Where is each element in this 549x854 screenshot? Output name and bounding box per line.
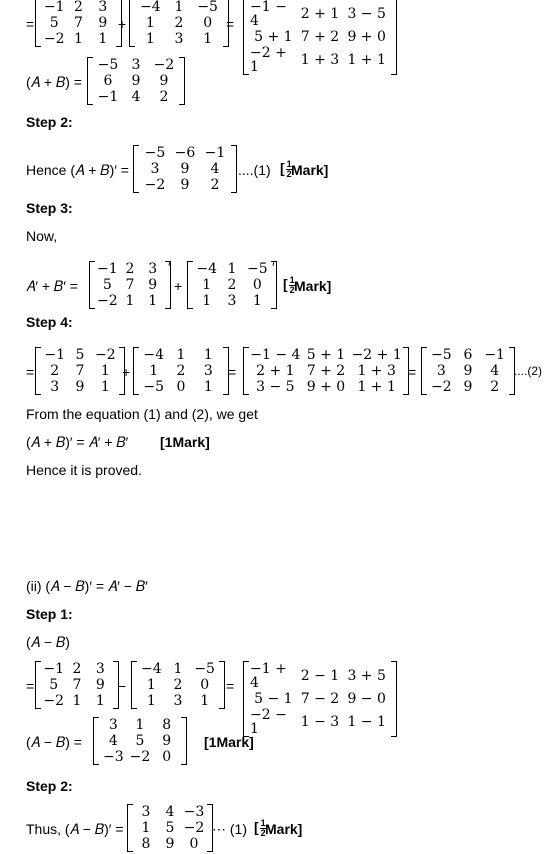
matrix-cell: 3 <box>173 693 183 709</box>
matrix-cell: 1 <box>72 693 82 709</box>
matrix-cell: 7 <box>72 677 82 693</box>
matrix-cell: 5 <box>135 733 145 749</box>
matrix-cell: 5 <box>75 347 85 363</box>
matrix-cell: −3 <box>103 749 124 765</box>
matrix-cell: 9 <box>463 379 473 395</box>
matrix-cell: 1 <box>135 717 145 733</box>
math-text: = <box>408 364 417 380</box>
matrix-cell: 0 <box>252 277 262 293</box>
matrix <box>428 348 508 394</box>
matrix <box>100 718 180 764</box>
matrix-cell: 1 <box>174 0 184 15</box>
matrix-cell: −2 <box>183 820 205 836</box>
matrix-cell: 4 <box>490 363 500 379</box>
matrix-cell: 2 <box>125 261 135 277</box>
matrix-cell: −1 <box>44 347 65 363</box>
matrix-cell: −5 <box>197 0 218 15</box>
matrix-cell: 3 <box>131 57 141 73</box>
matrix-cell: 3 <box>50 379 60 395</box>
matrix-cell: −2 <box>97 293 118 309</box>
matrix-cell: 3 <box>174 31 184 47</box>
matrix-cell: 0 <box>162 749 172 765</box>
matrix-cell: 3 <box>98 0 108 15</box>
matrix-cell: 4 <box>165 804 175 820</box>
matrix-cell: 4 <box>210 161 220 177</box>
math-text: = <box>226 678 235 694</box>
step-heading: Step 3: <box>26 200 73 216</box>
matrix-cell: 5 <box>102 277 112 293</box>
matrix-cell: 5 <box>165 820 175 836</box>
matrix-cell: 1 <box>203 347 213 363</box>
matrix-cell: 2 <box>490 379 500 395</box>
math-text: + <box>122 364 131 380</box>
matrix-cell: 2 <box>72 661 82 677</box>
matrix-cell: 5 + 1 <box>254 29 293 45</box>
transpose-mark: ′ <box>272 259 275 275</box>
math-text: 𝐴′ + 𝐵′ = <box>26 278 78 294</box>
matrix-cell: 5 + 1 <box>306 347 346 363</box>
matrix-cell: 2 <box>227 277 237 293</box>
matrix-cell: 2 <box>74 0 83 15</box>
numerator: 1 <box>286 159 292 169</box>
matrix-cell: 1 <box>98 31 108 47</box>
matrix-cell: 1 − 3 <box>300 714 340 730</box>
matrix-cell: 6 <box>103 73 113 89</box>
matrix-cell: 1 <box>252 293 262 309</box>
matrix <box>138 662 218 708</box>
matrix-cell: 2 + 1 <box>300 6 340 22</box>
math-text: = <box>26 678 35 694</box>
open-bracket: [ <box>283 276 288 293</box>
matrix-cell: −5 <box>194 661 215 677</box>
math-text: (𝐴 + 𝐵)′ = 𝐴′ + 𝐵′ <box>26 434 129 450</box>
numerator: 1 <box>260 818 266 828</box>
math-text: (𝐴 − 𝐵) = <box>26 734 82 750</box>
text-line: Now, <box>26 228 58 244</box>
matrix <box>250 348 402 394</box>
matrix-cell: 5 − 1 <box>254 691 293 707</box>
matrix-cell: −1 + 4 <box>250 661 287 691</box>
matrix-cell: 2 − 1 <box>300 668 340 684</box>
matrix-cell: 2 + 1 <box>256 363 295 379</box>
matrix-cell: 0 <box>176 379 186 395</box>
matrix <box>96 262 164 308</box>
matrix-cell: −2 <box>153 57 175 73</box>
matrix-cell: −4 <box>140 0 161 15</box>
matrix-cell: 1 + 3 <box>300 52 340 68</box>
matrix-cell: 1 <box>173 661 183 677</box>
matrix-cell: 9 − 0 <box>347 691 386 707</box>
matrix-cell: −4 <box>141 661 162 677</box>
denominator: 2 <box>286 169 292 179</box>
matrix <box>140 146 230 192</box>
math-text: + <box>118 16 127 32</box>
matrix-cell: 3 + 5 <box>347 668 386 684</box>
matrix <box>136 0 222 46</box>
open-bracket: [ <box>280 160 285 177</box>
open-bracket: [ <box>254 819 259 836</box>
matrix-cell: 8 <box>141 836 151 852</box>
matrix-cell: 1 <box>176 347 186 363</box>
matrix-cell: 1 <box>227 261 237 277</box>
matrix-cell: −2 <box>129 749 151 765</box>
matrix <box>250 0 390 74</box>
matrix-cell: −1 <box>43 0 65 15</box>
matrix-cell: 3 <box>141 804 151 820</box>
matrix-cell: 4 <box>108 733 118 749</box>
matrix-cell: 0 <box>189 836 199 852</box>
matrix-cell: 9 <box>463 363 473 379</box>
matrix-cell: −2 − 1 <box>250 707 287 737</box>
matrix-cell: 1 <box>202 277 212 293</box>
matrix-cell: −1 <box>204 145 226 161</box>
matrix-cell: 7 <box>74 15 83 31</box>
matrix-cell: −6 <box>174 145 196 161</box>
matrix-cell: 1 <box>145 15 155 31</box>
mark-label: Mark] <box>291 162 329 178</box>
matrix-cell: 1 <box>146 693 156 709</box>
matrix-cell: −3 <box>183 804 205 820</box>
matrix <box>94 58 178 104</box>
matrix-cell: 9 + 0 <box>347 29 386 45</box>
numerator: 1 <box>289 275 295 285</box>
matrix-cell: −1 <box>484 347 505 363</box>
matrix-cell: 1 <box>74 31 83 47</box>
matrix-cell: −1 <box>97 261 118 277</box>
math-text: + <box>174 278 183 294</box>
matrix-cell: 9 <box>162 733 172 749</box>
matrix-cell: −1 − 4 <box>250 347 301 363</box>
matrix <box>42 0 115 46</box>
matrix-cell: 1 <box>203 379 213 395</box>
matrix-cell: 9 <box>180 161 190 177</box>
matrix-cell: −2 <box>43 693 64 709</box>
matrix-cell: 9 <box>95 677 105 693</box>
matrix-cell: 7 + 2 <box>300 29 340 45</box>
step-heading: Step 2: <box>26 114 73 130</box>
matrix-cell: 3 − 5 <box>347 6 386 22</box>
matrix-cell: 8 <box>162 717 172 733</box>
matrix-cell: 9 <box>98 15 108 31</box>
matrix-cell: 3 <box>203 363 213 379</box>
matrix-cell: −1 <box>43 661 64 677</box>
matrix-cell: 7 − 2 <box>300 691 340 707</box>
matrix-cell: −2 + 1 <box>351 347 402 363</box>
matrix <box>140 348 222 394</box>
step-heading: Step 1: <box>26 606 73 622</box>
mark-label: [1Mark] <box>160 434 210 450</box>
math-text: Thus, (𝐴 − 𝐵)′ = <box>26 821 124 837</box>
matrix-cell: −1 − 4 <box>250 0 287 29</box>
matrix-cell: 5 <box>49 15 59 31</box>
matrix-cell: 3 <box>95 661 105 677</box>
matrix-cell: 9 <box>159 73 169 89</box>
matrix-cell: 0 <box>203 15 213 31</box>
matrix-cell: −2 + 1 <box>250 45 287 75</box>
matrix-cell: 2 <box>210 177 220 193</box>
math-text: = <box>26 364 35 380</box>
matrix-cell: 6 <box>463 347 473 363</box>
denominator: 2 <box>289 285 295 295</box>
matrix-cell: −2 <box>95 347 116 363</box>
step-heading: Step 2: <box>26 778 73 794</box>
matrix-cell: −5 <box>247 261 268 277</box>
matrix <box>194 262 270 308</box>
matrix-cell: 1 + 3 <box>357 363 396 379</box>
matrix-cell: 3 <box>108 717 118 733</box>
matrix-cell: 2 <box>174 15 184 31</box>
math-text: = <box>226 16 235 32</box>
matrix-cell: 1 <box>149 363 159 379</box>
matrix-cell: 1 <box>146 677 156 693</box>
matrix-cell: 7 + 2 <box>306 363 346 379</box>
matrix-cell: 3 − 5 <box>256 379 295 395</box>
matrix-cell: 1 <box>200 693 210 709</box>
matrix <box>134 805 206 851</box>
math-text: ....(1) <box>238 162 271 178</box>
transpose-mark: ′ <box>168 259 171 275</box>
matrix-cell: −2 <box>43 31 65 47</box>
matrix-cell: 1 − 1 <box>347 714 386 730</box>
mark-label: Mark] <box>294 278 332 294</box>
math-text: Hence (𝐴 + 𝐵)′ = <box>26 162 129 178</box>
text-line: (ii) (𝐴 − 𝐵)′ = 𝐴′ − 𝐵′ <box>26 578 148 594</box>
matrix-cell: 1 <box>95 693 105 709</box>
matrix-cell: −5 <box>97 57 119 73</box>
matrix-cell: 9 + 0 <box>306 379 346 395</box>
denominator: 2 <box>260 828 266 838</box>
text-line: (𝐴 − 𝐵) <box>26 634 70 650</box>
matrix-cell: 7 <box>75 363 85 379</box>
matrix-cell: 9 <box>131 73 141 89</box>
matrix-cell: 1 <box>148 293 158 309</box>
matrix-cell: 9 <box>180 177 190 193</box>
matrix-cell: 3 <box>436 363 446 379</box>
math-text: = <box>26 16 35 32</box>
matrix-cell: 1 <box>125 293 135 309</box>
matrix-cell: 9 <box>75 379 85 395</box>
matrix-cell: 1 <box>203 31 213 47</box>
step-heading: Step 4: <box>26 314 73 330</box>
math-text: − <box>118 678 127 694</box>
matrix-cell: 1 <box>202 293 212 309</box>
matrix <box>42 662 112 708</box>
matrix-cell: 1 <box>100 363 110 379</box>
matrix-cell: 2 <box>159 89 169 105</box>
matrix-cell: −5 <box>431 347 452 363</box>
matrix-cell: −5 <box>143 379 164 395</box>
matrix-cell: 1 <box>141 820 151 836</box>
matrix-cell: −2 <box>144 177 166 193</box>
matrix-cell: −5 <box>144 145 166 161</box>
math-text: ....(2) <box>514 364 543 378</box>
matrix <box>42 348 118 394</box>
matrix-cell: 5 <box>49 677 59 693</box>
matrix-cell: 9 <box>148 277 158 293</box>
text-line: From the equation (1) and (2), we get <box>26 406 258 422</box>
mark-label: Mark] <box>265 821 303 837</box>
matrix-cell: −4 <box>143 347 164 363</box>
math-text: = <box>228 364 237 380</box>
matrix-cell: 1 + 1 <box>347 52 386 68</box>
matrix-cell: 3 <box>150 161 160 177</box>
matrix-cell: 3 <box>148 261 158 277</box>
math-text: (𝐴 + 𝐵) = <box>26 74 82 90</box>
math-text: ⋯ (1) <box>212 821 247 837</box>
matrix-cell: −4 <box>196 261 217 277</box>
matrix-cell: −2 <box>431 379 452 395</box>
matrix-cell: −1 <box>97 89 119 105</box>
matrix-cell: 4 <box>131 89 141 105</box>
matrix-cell: 1 + 1 <box>357 379 396 395</box>
matrix-cell: 2 <box>176 363 186 379</box>
matrix-cell: 7 <box>125 277 135 293</box>
matrix-cell: 1 <box>145 31 155 47</box>
matrix-cell: 0 <box>200 677 210 693</box>
matrix-cell: 1 <box>100 379 110 395</box>
mark-label: [1Mark] <box>204 734 254 750</box>
matrix-cell: 9 <box>165 836 175 852</box>
text-line: Hence it is proved. <box>26 462 142 478</box>
matrix <box>250 662 390 736</box>
matrix-cell: 2 <box>173 677 183 693</box>
matrix-cell: 3 <box>227 293 237 309</box>
matrix-cell: 2 <box>50 363 60 379</box>
